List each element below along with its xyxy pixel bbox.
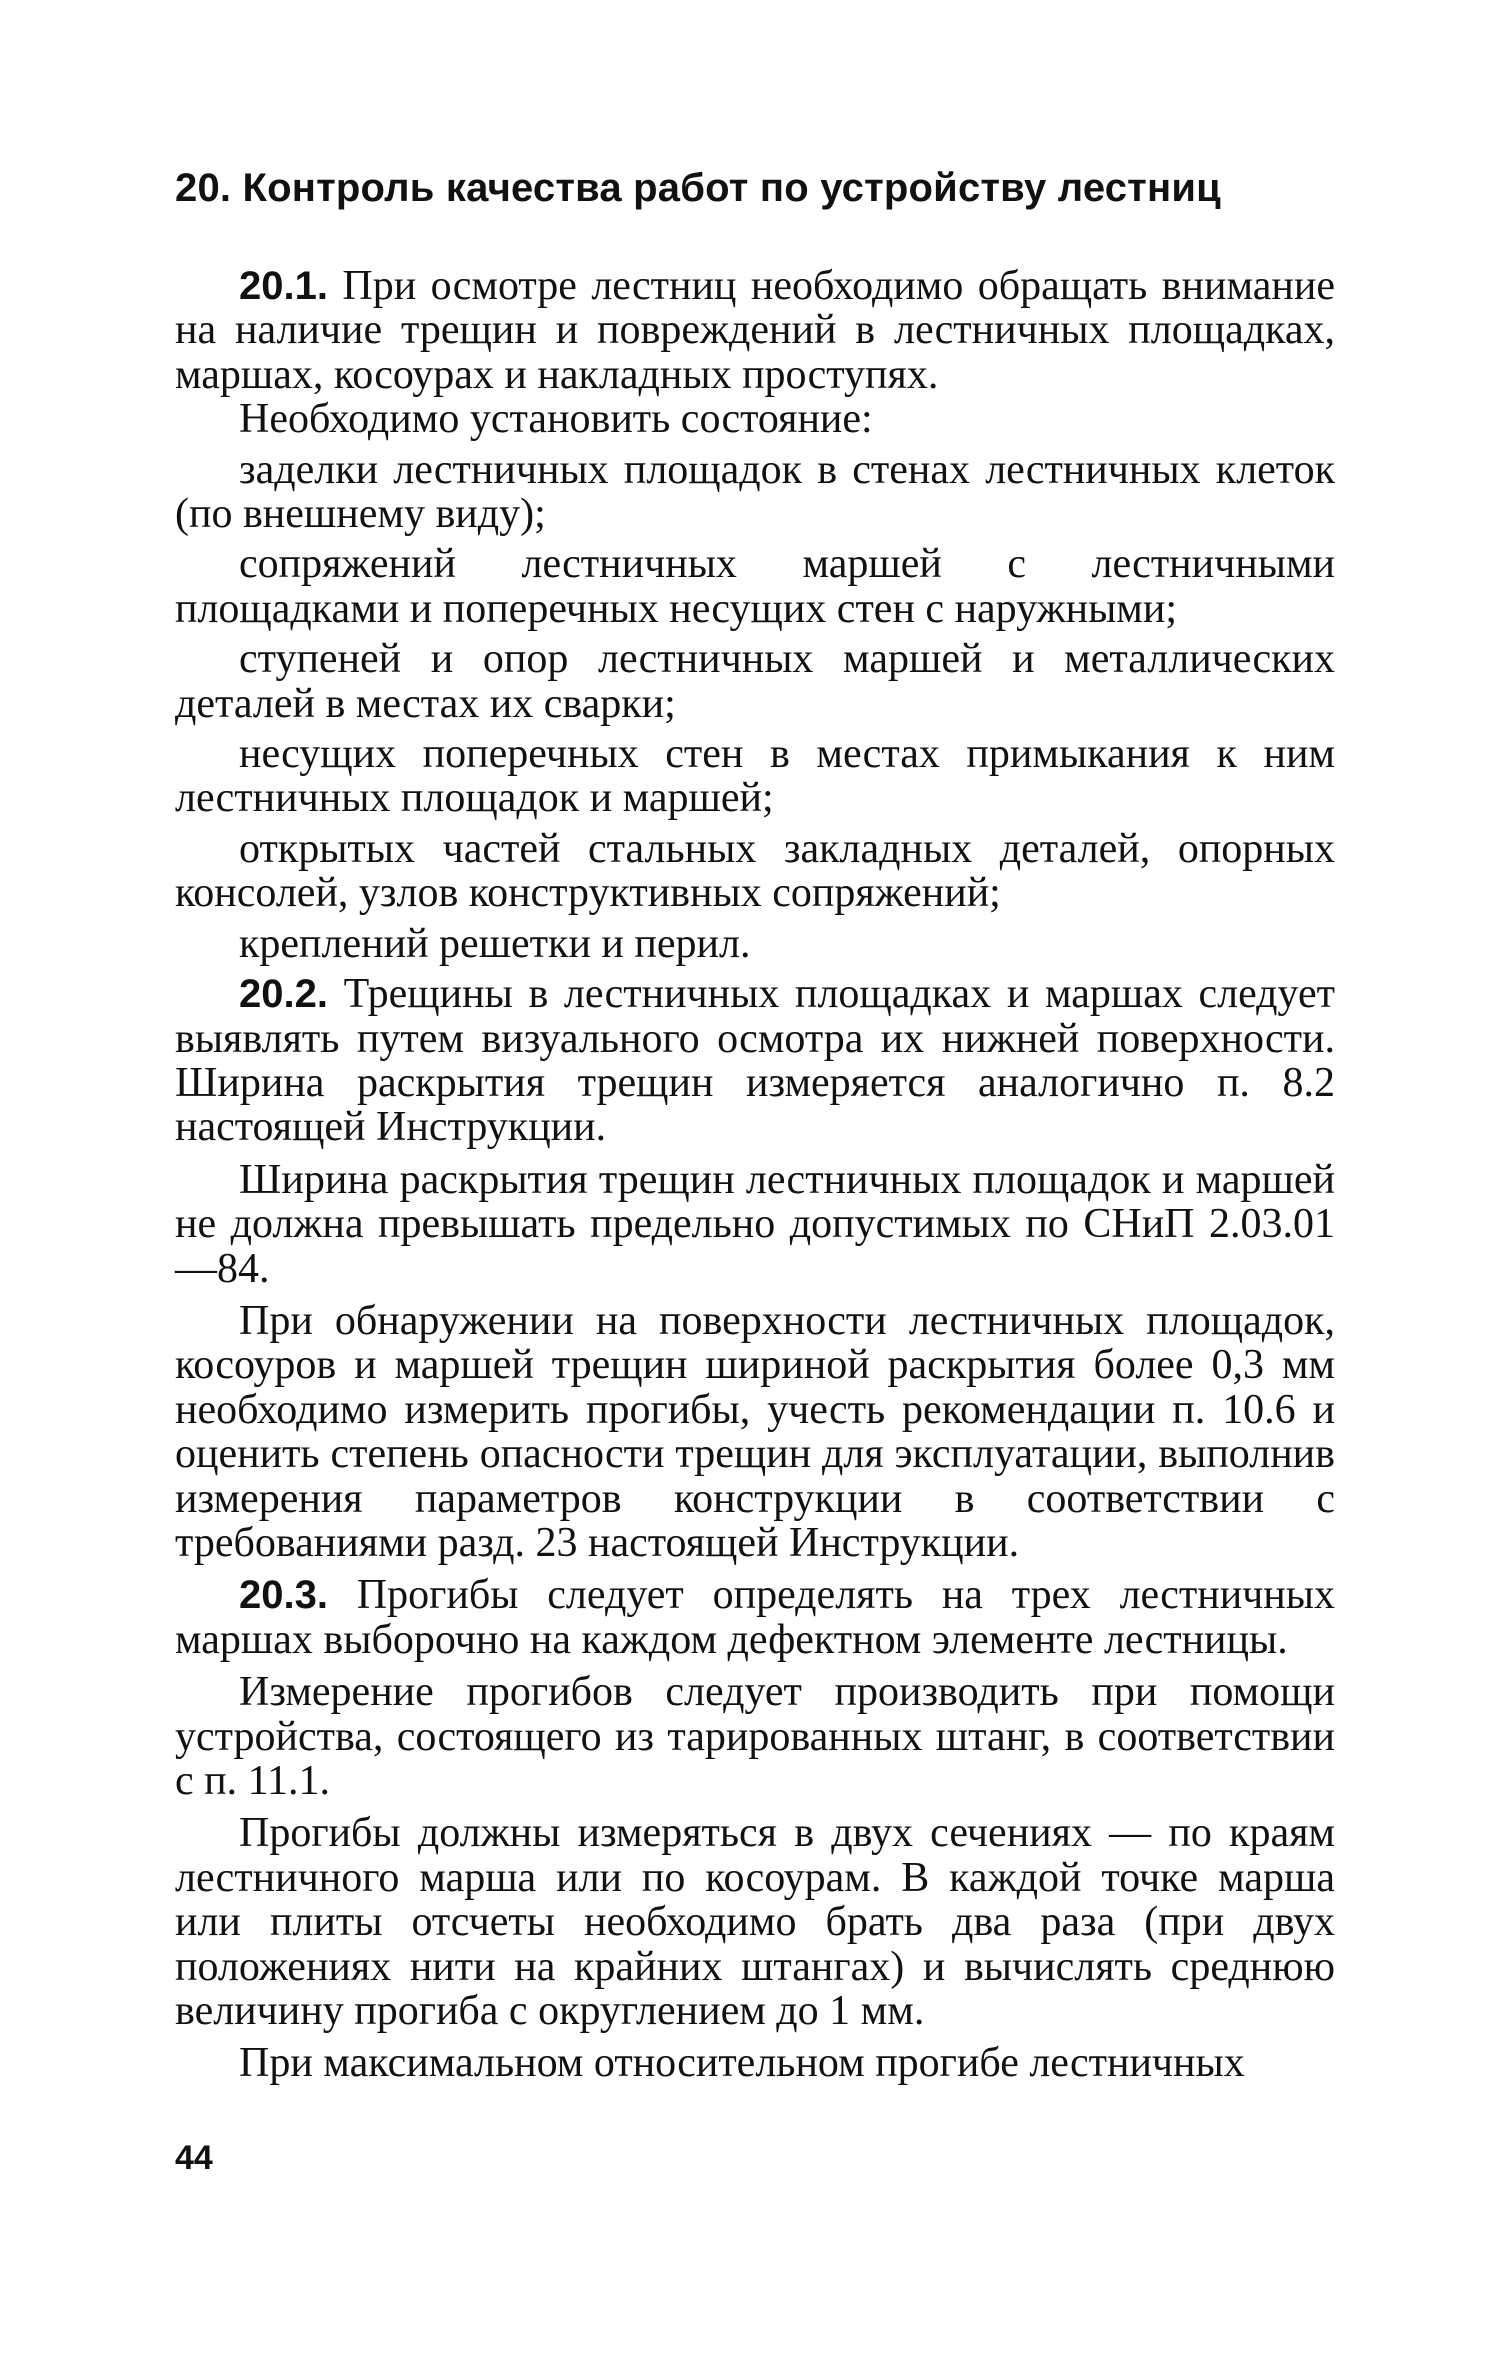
paragraph-text: При обнаружении на поверхности лестничных площадок, косоуров и маршей трещин шириной раскрытия более 0,3 мм необходимо измерить прогибы, учесть рекомендации п. 10.6 и оценить степень опасности трещин для эксплуатации, выполнив измерения параметров конструкции в соответствии с требованиями разд. 23 настоящей Инструкции. (175, 1297, 1335, 1566)
section-heading: 20. Контроль качества работ по устройству лестниц (175, 166, 1221, 210)
paragraph-state-intro (175, 397, 1335, 441)
paragraph-text: заделки лестничных площадок в стенах лестничных клеток (по внешнему виду); (175, 446, 1335, 538)
list-item (175, 732, 1335, 821)
paragraph-text: сопряжений лестничных маршей с лестничными площадками и поперечных несущих стен с наружными; (175, 541, 1335, 632)
paragraph-max-deflection (175, 2041, 1335, 2085)
paragraph-crack-detection (175, 1299, 1335, 1565)
page-number: 44 (175, 2139, 213, 2177)
paragraph-text: Прогибы должны измеряться в двух сечениях — по краям лестничного марша или по косоурам. В каждой точке марша или плиты отсчеты необходимо брать два раза (при двух положениях нити на крайних штангах) и вычислять среднюю величину прогиба с округлением до 1 мм. (175, 1810, 1335, 2035)
clause-number: 20.2. (239, 972, 328, 1017)
paragraph-20-2 (175, 972, 1335, 1150)
paragraph-text: несущих поперечных стен в местах примыкания к ним лестничных площадок и маршей; (175, 731, 1335, 822)
list-item (175, 922, 1335, 966)
paragraph-measurement-device (175, 1670, 1335, 1803)
paragraph-text: При максимальном относительном прогибе лестничных (239, 2040, 1245, 2087)
paragraph-text: Необходимо установить состояние: (239, 396, 873, 443)
paragraph-text: Ширина раскрытия трещин лестничных площадок и маршей не должна превышать предельно допустимых по СНиП 2.03.01—84. (175, 1156, 1335, 1292)
paragraph-measurement-sections (175, 1811, 1335, 2033)
paragraph-text: Трещины в лестничных площадках и маршах следует выявлять путем визуального осмотра их нижней поверхности. Ширина раскрытия трещин измеряется аналогично п. 8.2 настоящей Инструкции. (175, 971, 1335, 1151)
paragraph-20-3 (175, 1573, 1335, 1662)
paragraph-text: открытых частей стальных закладных деталей, опорных консолей, узлов конструктивных сопряжений; (175, 825, 1335, 917)
paragraph-20-1 (175, 264, 1335, 397)
clause-number: 20.1. (239, 264, 328, 308)
paragraph-crack-width (175, 1158, 1335, 1291)
list-item (175, 827, 1335, 916)
list-item (175, 637, 1335, 726)
paragraph-text: Измерение прогибов следует производить при помощи устройства, состоящего из тарированных штанг, в соответствии с п. 11.1. (175, 1669, 1335, 1804)
paragraph-text: При осмотре лестниц необходимо обращать внимание на наличие трещин и повреждений в лестничных площадках, маршах, косоурах и накладных проступях. (175, 263, 1335, 398)
paragraph-text: креплений решетки и перил. (239, 920, 751, 967)
section-body (175, 264, 1335, 2094)
list-item (175, 542, 1335, 631)
paragraph-text: ступеней и опор лестничных маршей и металлических деталей в местах их сварки; (175, 636, 1335, 727)
list-item (175, 448, 1335, 537)
clause-number: 20.3. (239, 1573, 328, 1618)
paragraph-text: Прогибы следует определять на трех лестничных маршах выборочно на каждом дефектном элементе лестницы. (175, 1572, 1335, 1663)
